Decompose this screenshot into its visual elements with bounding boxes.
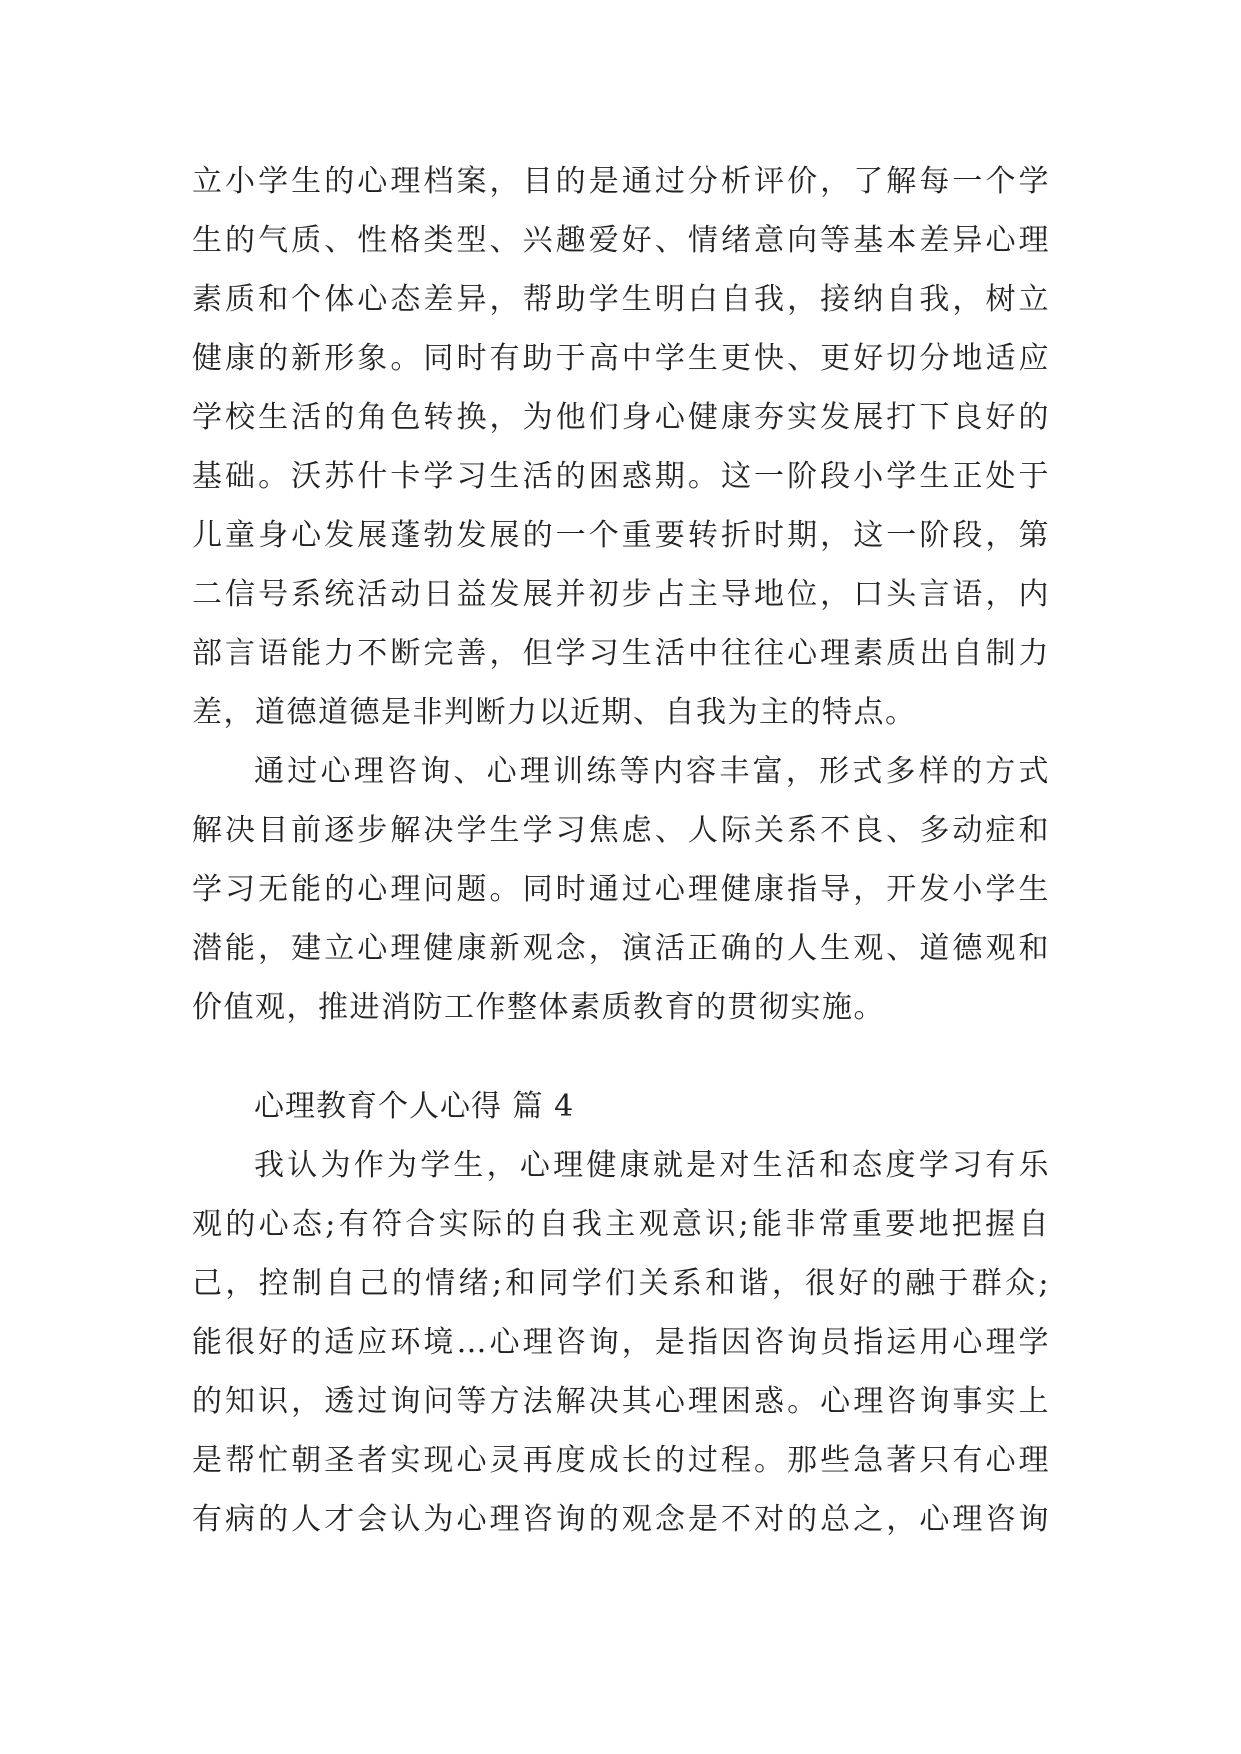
text-line: 差，道德道德是非判断力以近期、自我为主的特点。 [192, 695, 917, 730]
text-line: 部言语能力不断完善，但学习生活中往往心理素质出自制力 [192, 636, 1050, 671]
text-line: 儿童身心发展蓬勃发展的一个重要转折时期，这一阶段，第 [192, 518, 1050, 553]
text-line: 通过心理咨询、心理训练等内容丰富，形式多样的方式 [254, 754, 1050, 789]
text-line: 我认为作为学生，心理健康就是对生活和态度学习有乐 [254, 1148, 1050, 1183]
text-line: 己，控制自己的情绪;和同学们关系和谐，很好的融于群众; [192, 1266, 1050, 1301]
text-line: 观的心态;有符合实际的自我主观意识;能非常重要地把握自 [192, 1207, 1050, 1242]
section-spacer [192, 1037, 1050, 1077]
text-line: 二信号系统活动日益发展并初步占主导地位，口头言语，内 [192, 577, 1050, 612]
text-line: 有病的人才会认为心理咨询的观念是不对的总之，心理咨询 [192, 1502, 1050, 1537]
text-line: 学习无能的心理问题。同时通过心理健康指导，开发小学生 [192, 872, 1050, 907]
text-line: 健康的新形象。同时有助于高中学生更快、更好切分地适应 [192, 341, 1050, 376]
text-line: 立小学生的心理档案，目的是通过分析评价，了解每一个学 [192, 164, 1050, 199]
paragraph-1 [192, 152, 1050, 742]
section-heading: 心理教育个人心得 篇 4 [254, 1089, 575, 1124]
text-line: 能很好的适应环境…心理咨询，是指因咨询员指运用心理学 [192, 1325, 1050, 1360]
text-line: 生的气质、性格类型、兴趣爱好、情绪意向等基本差异心理 [192, 223, 1050, 258]
paragraph-2 [192, 742, 1050, 1037]
text-line: 价值观，推进消防工作整体素质教育的贯彻实施。 [192, 990, 885, 1025]
text-line: 解决目前逐步解决学生学习焦虑、人际关系不良、多动症和 [192, 813, 1050, 848]
document-body [192, 152, 1050, 1549]
text-line: 素质和个体心态差异，帮助学生明白自我，接纳自我，树立 [192, 282, 1050, 317]
text-line: 学校生活的角色转换，为他们身心健康夯实发展打下良好的 [192, 400, 1050, 435]
text-line: 潜能，建立心理健康新观念，演活正确的人生观、道德观和 [192, 931, 1050, 966]
text-line: 的知识，透过询问等方法解决其心理困惑。心理咨询事实上 [192, 1384, 1050, 1419]
text-line: 基础。沃苏什卡学习生活的困惑期。这一阶段小学生正处于 [192, 459, 1050, 494]
paragraph-3 [192, 1136, 1050, 1549]
text-line: 是帮忙朝圣者实现心灵再度成长的过程。那些急著只有心理 [192, 1443, 1050, 1478]
